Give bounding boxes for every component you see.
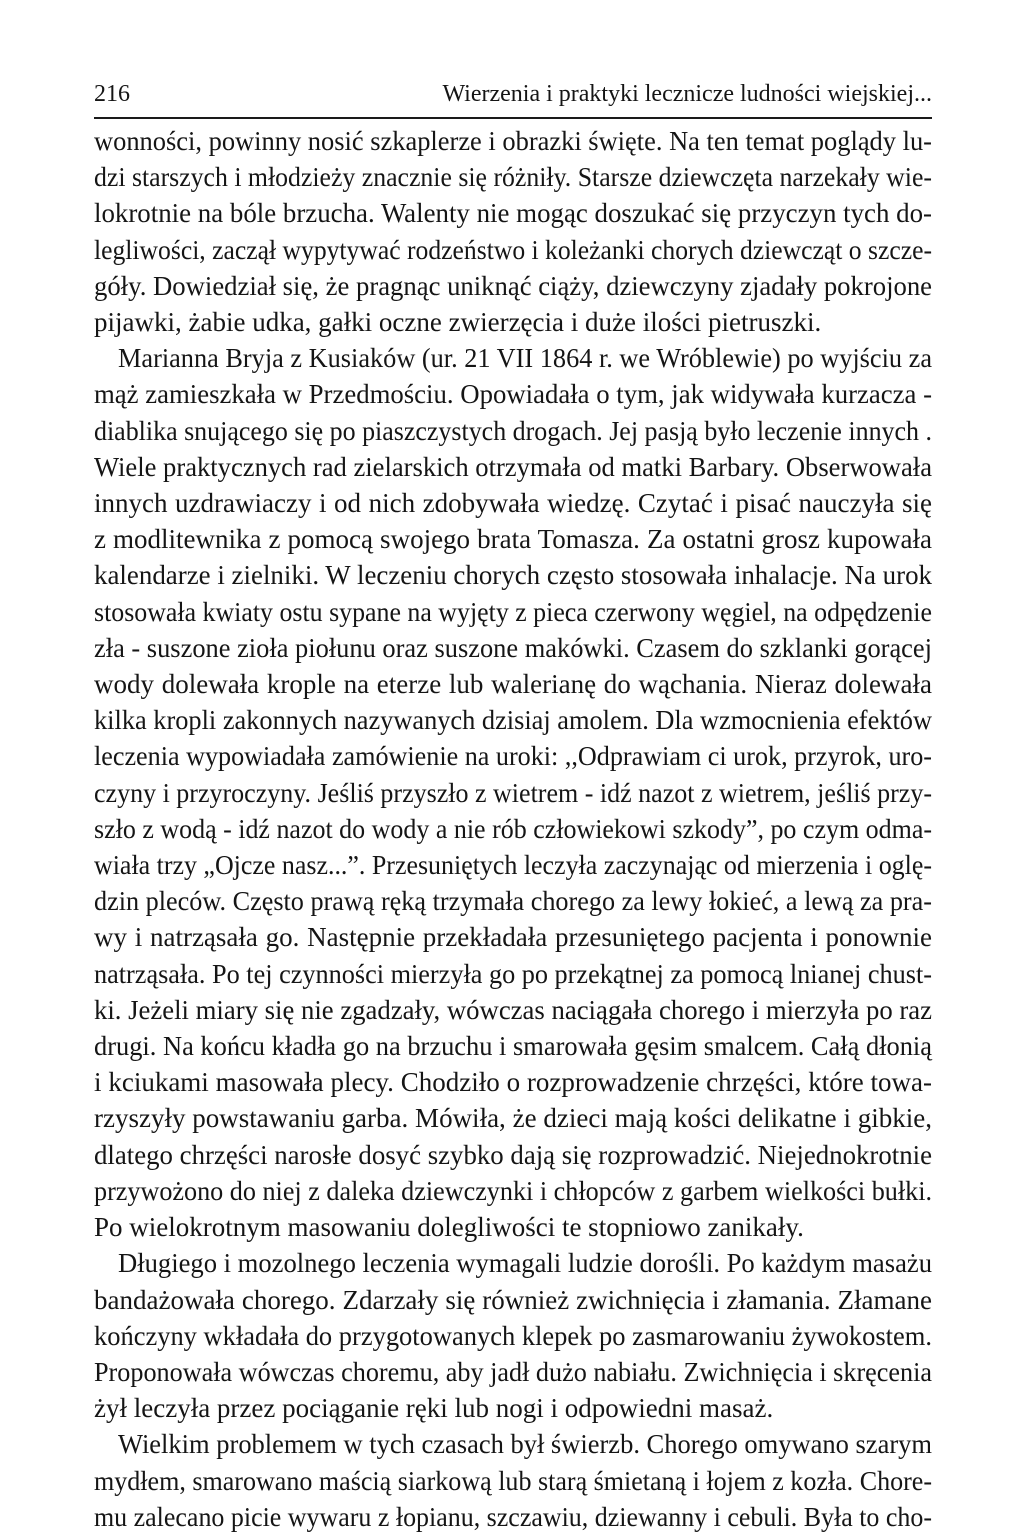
text-line: Wielkim problemem w tych czasach był świerzb. Chorego omywano szarym <box>118 1429 932 1460</box>
text-line: dlatego chrzęści narosłe dosyć szybko dają się rozprowadzić. Niejednokrotnie <box>94 1139 932 1170</box>
text-line: legliwości, zaczął wypytywać rodzeństwo i koleżanki chorych dziewcząt o szcze- <box>94 234 932 265</box>
text-line: wonności, powinny nosić szkaplerze i obrazki święte. Na ten temat poglądy lu- <box>94 126 932 156</box>
text-line: leczenia wypowiadała zamówienie na uroki: ,,Odprawiam ci urok, przyrok, uro- <box>94 741 932 772</box>
text-line: lokrotnie na bóle brzucha. Walenty nie mogąc doszukać się przyczyn tych do- <box>94 198 932 229</box>
text-line: przywożono do niej z daleka dziewczynki i chłopców z garbem wielkości bułki. <box>94 1175 932 1206</box>
text-line: wy i natrząsała go. Następnie przekładała przesuniętego pacjenta i ponownie <box>94 922 932 953</box>
text-line: kończyny wkładała do przygotowanych klepek po zasmarowaniu żywokostem. <box>94 1320 932 1351</box>
text-line: żył leczyła przez pociąganie ręki lub nogi i odpowiedni masaż. <box>94 1393 774 1424</box>
text-line: czyny i przyroczyny. Jeśliś przyszło z wietrem - idź nazot z wietrem, jeśliś przy- <box>94 777 932 808</box>
text-line: Długiego i mozolnego leczenia wymagali ludzie dorośli. Po każdym masażu <box>118 1248 932 1279</box>
text-line: mąż zamieszkała w Przedmościu. Opowiadała o tym, jak widywała kurzacza - <box>94 379 932 410</box>
text-line: mu zalecano picie wywaru z łopianu, szczawiu, dziewanny i cebuli. Była to cho- <box>94 1501 932 1532</box>
text-line: wiała trzy „Ojcze nasz...”. Przesuniętych leczyła zaczynając od mierzenia i oglę- <box>94 850 932 881</box>
text-line: kilka kropli zakonnych nazywanych dzisiaj amolem. Dla wzmocnienia efektów <box>94 705 932 736</box>
text-line: drugi. Na końcu kładła go na brzuchu i smarowała gęsim smalcem. Całą dłonią <box>94 1031 932 1062</box>
text-line: Proponowała wówczas choremu, aby jadł dużo nabiału. Zwichnięcia i skręcenia <box>94 1356 932 1387</box>
text-line: góły. Dowiedział się, że pragnąc uniknąć ciąży, dziewczyny zjadały pokrojone <box>94 270 932 301</box>
text-line: szło z wodą - idź nazot do wody a nie rób człowiekowi szkody”, po czym odma- <box>94 813 932 844</box>
text-line: kalendarze i zielniki. W leczeniu chorych często stosowała inhalacje. Na urok <box>94 560 932 591</box>
text-line: bandażowała chorego. Zdarzały się również zwichnięcia i złamania. Złamane <box>94 1284 932 1315</box>
body-text <box>94 123 932 1535</box>
text-line: zła - suszone zioła piołunu oraz suszone makówki. Czasem do szklanki gorącej <box>94 632 932 663</box>
text-line: natrząsała. Po tej czynności mierzyła go po przekątnej za pomocą lnianej chust- <box>94 958 932 989</box>
running-header <box>94 77 932 119</box>
text-line: rzyszyły powstawaniu garba. Mówiła, że dzieci mają kości delikatne i gibkie, <box>94 1103 932 1134</box>
text-line: innych uzdrawiaczy i od nich zdobywała wiedzę. Czytać i pisać nauczyła się <box>94 488 932 519</box>
text-line: i kciukami masowała plecy. Chodziło o rozprowadzenie chrzęści, które towa- <box>94 1067 932 1098</box>
page-number: 216 <box>94 81 130 107</box>
text-line: dzin pleców. Często prawą ręką trzymała chorego za lewy łokieć, a lewą za pra- <box>94 886 932 917</box>
text-line: Wiele praktycznych rad zielarskich otrzymała od matki Barbary. Obserwowała <box>94 451 932 482</box>
text-line: dzi starszych i młodzieży znacznie się różniły. Starsze dziewczęta narzekały wie- <box>94 162 932 193</box>
text-line: ki. Jeżeli miary się nie zgadzały, wówczas naciągała chorego i mierzyła po raz <box>94 994 932 1025</box>
text-line: mydłem, smarowano maścią siarkową lub starą śmietaną i łojem z kozła. Chore- <box>94 1465 932 1496</box>
text-line: Marianna Bryja z Kusiaków (ur. 21 VII 1864 r. we Wróblewie) po wyjściu za <box>118 343 932 374</box>
running-title: Wierzenia i praktyki lecznicze ludności wiejskiej... <box>442 81 932 107</box>
text-line: diablika snującego się po piaszczystych drogach. Jej pasją było leczenie innych . <box>94 415 932 446</box>
text-line: stosowała kwiaty ostu sypane na wyjęty z pieca czerwony węgiel, na odpędzenie <box>94 596 932 627</box>
text-line: wody dolewała krople na eterze lub walerianę do wąchania. Nieraz dolewała <box>94 669 932 700</box>
text-line: z modlitewnika z pomocą swojego brata Tomasza. Za ostatni grosz kupowała <box>94 524 932 555</box>
text-line: Po wielokrotnym masowaniu dolegliwości te stopniowo zanikały. <box>94 1212 804 1243</box>
text-line: pijawki, żabie udka, gałki oczne zwierzęcia i duże ilości pietruszki. <box>94 307 822 338</box>
